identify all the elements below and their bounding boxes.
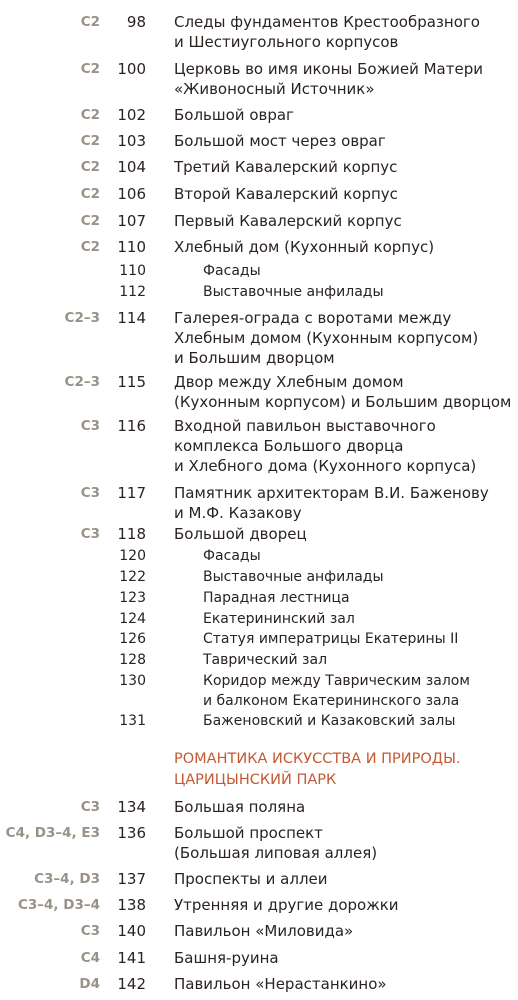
entry-number: 98	[126, 13, 146, 31]
grid-reference: C2	[80, 159, 100, 175]
index-entry	[0, 842, 518, 864]
section-heading	[174, 749, 514, 791]
index-entry	[0, 710, 518, 732]
entry-title: и М.Ф. Казакову	[174, 504, 302, 522]
index-entry	[0, 183, 518, 205]
entry-number: 126	[119, 631, 146, 647]
index-entry	[0, 628, 518, 650]
entry-title: и Шестиугольного корпусов	[174, 33, 399, 51]
entry-number: 107	[117, 212, 146, 230]
grid-reference: C4	[80, 950, 100, 966]
grid-reference: C2	[80, 107, 100, 123]
grid-reference: D4	[79, 976, 100, 992]
entry-title: Церковь во имя иконы Божией Матери	[174, 60, 483, 78]
index-entry	[0, 347, 518, 369]
entry-title: Второй Кавалерский корпус	[174, 185, 398, 203]
index-entry	[0, 11, 518, 33]
entry-number: 131	[119, 713, 146, 729]
index-entry	[0, 210, 518, 232]
entry-title: Башня-руина	[174, 949, 279, 967]
subentry-title: Выставочные анфилады	[203, 284, 384, 300]
entry-title: Первый Кавалерский корпус	[174, 212, 402, 230]
grid-reference: C2	[80, 61, 100, 77]
subentry-title: Фасады	[203, 548, 261, 564]
entry-number: 117	[117, 484, 146, 502]
index-entry	[0, 455, 518, 477]
entry-title: Павильон «Нерастанкино»	[174, 975, 387, 993]
index-entry	[0, 31, 518, 53]
entry-number: 114	[117, 309, 146, 327]
entry-number: 130	[119, 673, 146, 689]
subentry-title: Парадная лестница	[203, 590, 350, 606]
entry-title: Большой овраг	[174, 106, 294, 124]
entry-number: 124	[119, 611, 146, 627]
entry-title: Павильон «Миловида»	[174, 922, 354, 940]
grid-reference: C3–4, D3–4	[17, 897, 100, 913]
entry-title: и Хлебного дома (Кухонного корпуса)	[174, 457, 477, 475]
index-entry	[0, 78, 518, 100]
index-entry	[0, 482, 518, 504]
index-entry	[0, 587, 518, 609]
index-entry	[0, 920, 518, 942]
grid-reference: C3–4, D3	[34, 871, 100, 887]
entry-number: 120	[119, 548, 146, 564]
index-entry	[0, 104, 518, 126]
entry-number: 115	[117, 373, 146, 391]
entry-number: 100	[117, 60, 146, 78]
index-entry	[0, 973, 518, 995]
index-entry	[0, 435, 518, 457]
entry-number: 103	[117, 132, 146, 150]
entry-title: Большой проспект	[174, 824, 323, 842]
index-entry	[0, 391, 518, 413]
entry-title: Большой мост через овраг	[174, 132, 386, 150]
entry-title: Большая поляна	[174, 798, 306, 816]
index-entry	[0, 281, 518, 303]
index-entry	[0, 502, 518, 524]
entry-number: 112	[119, 284, 146, 300]
index-entry	[0, 58, 518, 80]
entry-title: Входной павильон выставочного	[174, 417, 436, 435]
entry-number: 110	[117, 238, 146, 256]
grid-reference: C2	[80, 133, 100, 149]
entry-number: 142	[117, 975, 146, 993]
entry-number: 137	[117, 870, 146, 888]
grid-reference: C3	[80, 799, 100, 815]
entry-number: 106	[117, 185, 146, 203]
index-entry	[0, 670, 518, 692]
section-heading-line-1: РОМАНТИКА ИСКУССТВА И ПРИРОДЫ.	[174, 751, 461, 767]
subentry-title: Фасады	[203, 263, 261, 279]
grid-reference: C4, D3–4, E3	[5, 825, 100, 841]
index-entry	[0, 236, 518, 258]
entry-number: 136	[117, 824, 146, 842]
entry-title: Галерея-ограда с воротами между	[174, 309, 452, 327]
entry-title: (Кухонным корпусом) и Большим дворцом	[174, 393, 512, 411]
entry-title: Третий Кавалерский корпус	[174, 158, 398, 176]
grid-reference: C3	[80, 526, 100, 542]
index-entry	[0, 649, 518, 671]
entry-title: (Большая липовая аллея)	[174, 844, 378, 862]
entry-number: 140	[117, 922, 146, 940]
entry-title: Проспекты и аллеи	[174, 870, 328, 888]
entry-title: Утренняя и другие дорожки	[174, 896, 399, 914]
entry-number: 128	[119, 652, 146, 668]
index-entry	[0, 566, 518, 588]
grid-reference: C2–3	[64, 374, 100, 390]
entry-title: Большой дворец	[174, 525, 307, 543]
entry-number: 134	[117, 798, 146, 816]
index-entry	[0, 327, 518, 349]
entry-title: Памятник архитекторам В.И. Баженову	[174, 484, 489, 502]
subentry-title: и балконом Екатерининского зала	[203, 693, 460, 709]
index-entry	[0, 947, 518, 969]
index-entry	[0, 307, 518, 329]
grid-reference: C2	[80, 239, 100, 255]
subentry-title: Баженовский и Казаковский залы	[203, 713, 456, 729]
index-entry	[0, 130, 518, 152]
grid-reference: C3	[80, 485, 100, 501]
subentry-title: Екатерининский зал	[203, 611, 355, 627]
index-entry	[0, 868, 518, 890]
grid-reference: C2	[80, 14, 100, 30]
index-entry	[0, 608, 518, 630]
index-entry	[0, 690, 518, 712]
entry-title: Следы фундаментов Крестообразного	[174, 13, 480, 31]
subentry-title: Статуя императрицы Екатерины II	[203, 631, 459, 647]
index-entry	[0, 415, 518, 437]
entry-title: Двор между Хлебным домом	[174, 373, 404, 391]
entry-number: 122	[119, 569, 146, 585]
entry-title: «Живоносный Источник»	[174, 80, 375, 98]
entry-title: Хлебным домом (Кухонным корпусом)	[174, 329, 479, 347]
subentry-title: Выставочные анфилады	[203, 569, 384, 585]
index-entry	[0, 523, 518, 545]
subentry-title: Коридор между Таврическим залом	[203, 673, 470, 689]
entry-title: и Большим дворцом	[174, 349, 335, 367]
entry-number: 138	[117, 896, 146, 914]
index-entry	[0, 545, 518, 567]
index-entry	[0, 260, 518, 282]
index-entry	[0, 156, 518, 178]
grid-reference: C2–3	[64, 310, 100, 326]
index-entry	[0, 894, 518, 916]
entry-number: 104	[117, 158, 146, 176]
entry-number: 110	[119, 263, 146, 279]
entry-number: 102	[117, 106, 146, 124]
entry-number: 116	[117, 417, 146, 435]
grid-reference: C2	[80, 186, 100, 202]
entry-title: комплекса Большого дворца	[174, 437, 404, 455]
index-entry	[0, 371, 518, 393]
section-heading-line-2: ЦАРИЦЫНСКИЙ ПАРК	[174, 772, 337, 788]
index-entry	[0, 822, 518, 844]
subentry-title: Таврический зал	[203, 652, 328, 668]
grid-reference: C3	[80, 418, 100, 434]
entry-number: 123	[119, 590, 146, 606]
index-entry	[0, 796, 518, 818]
grid-reference: C3	[80, 923, 100, 939]
entry-number: 118	[117, 525, 146, 543]
entry-number: 141	[117, 949, 146, 967]
grid-reference: C2	[80, 213, 100, 229]
entry-title: Хлебный дом (Кухонный корпус)	[174, 238, 435, 256]
